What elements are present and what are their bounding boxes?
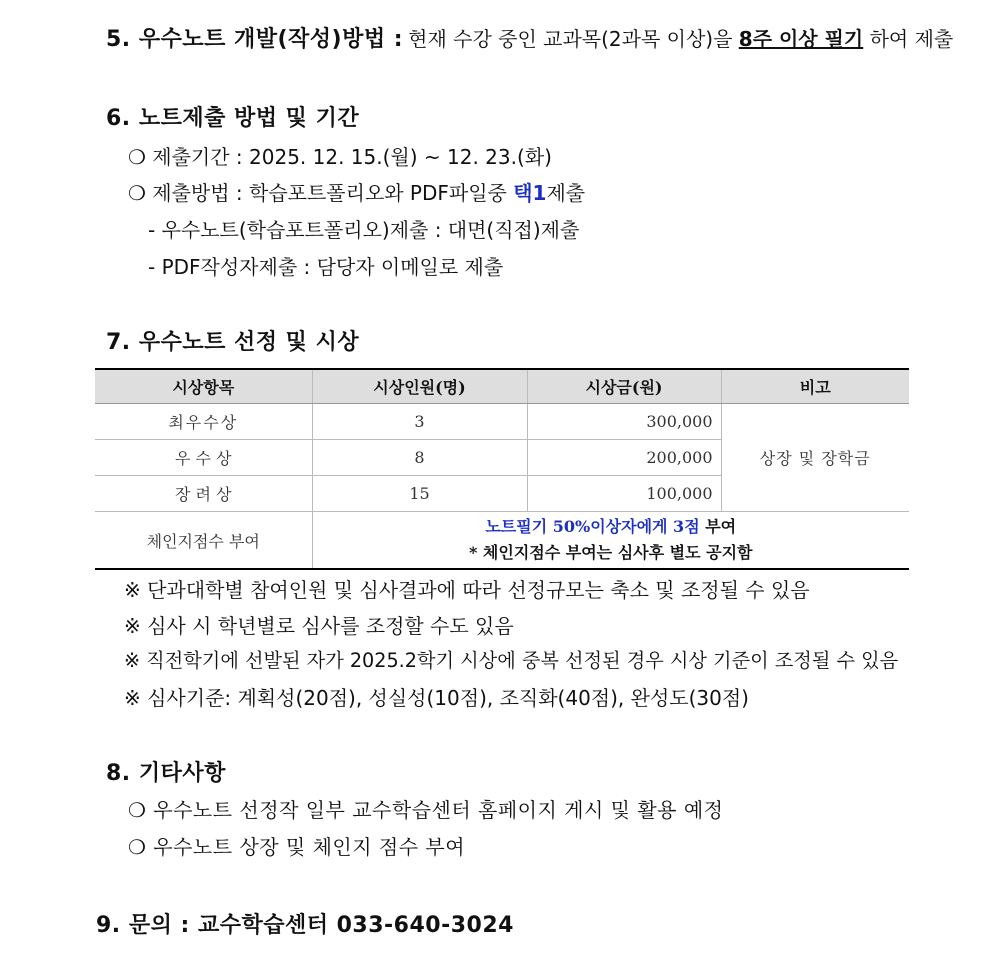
submission-method	[128, 177, 585, 206]
table-header-row	[95, 369, 909, 404]
submission-period: ❍ 제출기간 : 2025. 12. 15.(월) ~ 12. 23.(화)	[128, 145, 552, 169]
award-item: 장 려 상	[95, 476, 312, 512]
submission-sub-portfolio: - 우수노트(학습포트폴리오)제출 : 대면(직접)제출	[148, 218, 580, 242]
section7-title: 7. 우수노트 선정 및 시상	[106, 330, 360, 355]
extra-note-cell	[312, 512, 909, 570]
extra-note-1	[314, 514, 909, 540]
award-note: ※ 직전학기에 선발된 자가 2025.2학기 시상에 중복 선정된 경우 시상 기준이 조정될 수 있음	[124, 649, 899, 672]
etc-item: ❍ 우수노트 선정작 일부 교수학습센터 홈페이지 게시 및 활용 예정	[128, 798, 724, 822]
header-award-item: 시상항목	[95, 369, 312, 404]
etc-item: ❍ 우수노트 상장 및 체인지 점수 부여	[128, 835, 466, 859]
extra-item: 체인지점수 부여	[146, 531, 260, 551]
award-note: ※ 심사기준: 계획성(20점), 성실성(10점), 조직화(40점), 완성도(30점)	[124, 686, 749, 710]
award-amount: 300,000	[527, 404, 721, 440]
section8-title: 8. 기타사항	[106, 761, 226, 786]
award-amount: 100,000	[527, 476, 721, 512]
submission-method-post: 제출	[546, 181, 586, 205]
section5-line	[106, 22, 953, 53]
awards-table	[95, 368, 909, 570]
submission-method-emphasis: 택1	[513, 181, 547, 205]
award-count: 15	[312, 476, 527, 512]
award-note: ※ 심사 시 학년별로 심사를 조정할 수도 있음	[124, 614, 514, 638]
section5-desc-emphasis: 8주 이상 필기	[738, 27, 864, 51]
award-amount: 200,000	[527, 440, 721, 476]
header-award-amount: 시상금(원)	[527, 369, 721, 404]
submission-method-pre: ❍ 제출방법 : 학습포트폴리오와 PDF파일중	[128, 181, 514, 205]
table-row	[95, 404, 909, 440]
section5-desc-post: 하여 제출	[863, 27, 954, 51]
submission-sub-pdf: - PDF작성자제출 : 담당자 이메일로 제출	[148, 255, 504, 279]
header-remark: 비고	[721, 369, 909, 404]
section6-title: 6. 노트제출 방법 및 기간	[106, 106, 360, 131]
section9-contact: 9. 문의 : 교수학습센터 033-640-3024	[96, 913, 514, 938]
extra-note-1-tail: 부여	[699, 517, 737, 536]
section5-title: 5. 우수노트 개발(작성)방법 :	[106, 27, 404, 52]
award-remark: 상장 및 장학금	[721, 404, 909, 512]
section5-desc-pre: 현재 수강 중인 교과목(2과목 이상)을	[408, 27, 739, 51]
award-count: 3	[312, 404, 527, 440]
extra-note-2: * 체인지점수 부여는 심사후 별도 공지함	[468, 543, 753, 562]
award-note: ※ 단과대학별 참여인원 및 심사결과에 따라 선정규모는 축소 및 조정될 수 있음	[124, 578, 810, 602]
award-count: 8	[312, 440, 527, 476]
award-item: 우 수 상	[95, 440, 312, 476]
header-award-count: 시상인원(명)	[312, 369, 527, 404]
extra-note-1-blue: 노트필기 50%이상자에게 3점	[485, 517, 700, 536]
award-item: 최우수상	[95, 404, 312, 440]
table-row-extra	[95, 512, 909, 570]
